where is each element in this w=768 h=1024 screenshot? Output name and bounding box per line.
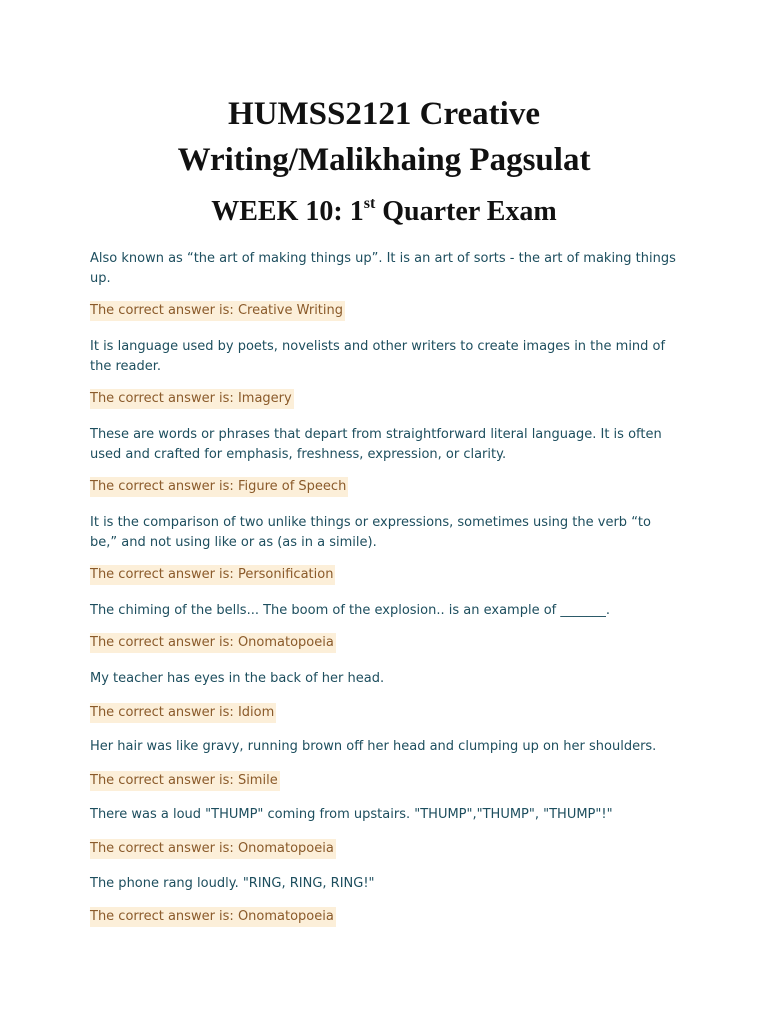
answer-text: The correct answer is: Figure of Speech xyxy=(90,477,348,497)
question-text: Her hair was like gravy, running brown off her head and clumping up on her shoulders. xyxy=(90,739,657,754)
answer-text: The correct answer is: Idiom xyxy=(90,703,276,723)
subtitle-prefix: WEEK 10: 1 xyxy=(211,196,364,227)
answer-text: The correct answer is: Onomatopoeia xyxy=(90,633,336,653)
answer-text: The correct answer is: Onomatopoeia xyxy=(90,907,336,927)
document-title-line1: HUMSS2121 Creative xyxy=(228,96,540,132)
answer-text: The correct answer is: Simile xyxy=(90,771,280,791)
question-text: Also known as “the art of making things up”. It is an art of sorts - the art of making things up. xyxy=(90,251,676,286)
subtitle-suffix: Quarter Exam xyxy=(375,196,557,227)
question-text: It is the comparison of two unlike things or expressions, sometimes using the verb “to be,” and not using like or as (as in a simile). xyxy=(90,515,651,550)
question-text: It is language used by poets, novelists and other writers to create images in the mind of the reader. xyxy=(90,339,666,374)
answer-text: The correct answer is: Creative Writing xyxy=(90,301,345,321)
document-title-line2: Writing/Malikhaing Pagsulat xyxy=(177,142,591,178)
document-subtitle xyxy=(0,194,768,234)
subtitle-superscript: st xyxy=(363,195,376,212)
question-text: My teacher has eyes in the back of her head. xyxy=(90,671,385,686)
question-text: The phone rang loudly. "RING, RING, RING!" xyxy=(90,876,375,891)
question-text: These are words or phrases that depart from straightforward literal language. It is often used and crafted for emphasis, freshness, expression, or clarity. xyxy=(90,427,662,462)
answer-text: The correct answer is: Imagery xyxy=(90,389,294,409)
question-text: The chiming of the bells... The boom of the explosion.. is an example of _______. xyxy=(90,603,610,618)
answer-text: The correct answer is: Onomatopoeia xyxy=(90,839,336,859)
answer-text: The correct answer is: Personification xyxy=(90,565,335,585)
question-text: There was a loud "THUMP" coming from upstairs. "THUMP","THUMP", "THUMP"!" xyxy=(90,807,613,822)
